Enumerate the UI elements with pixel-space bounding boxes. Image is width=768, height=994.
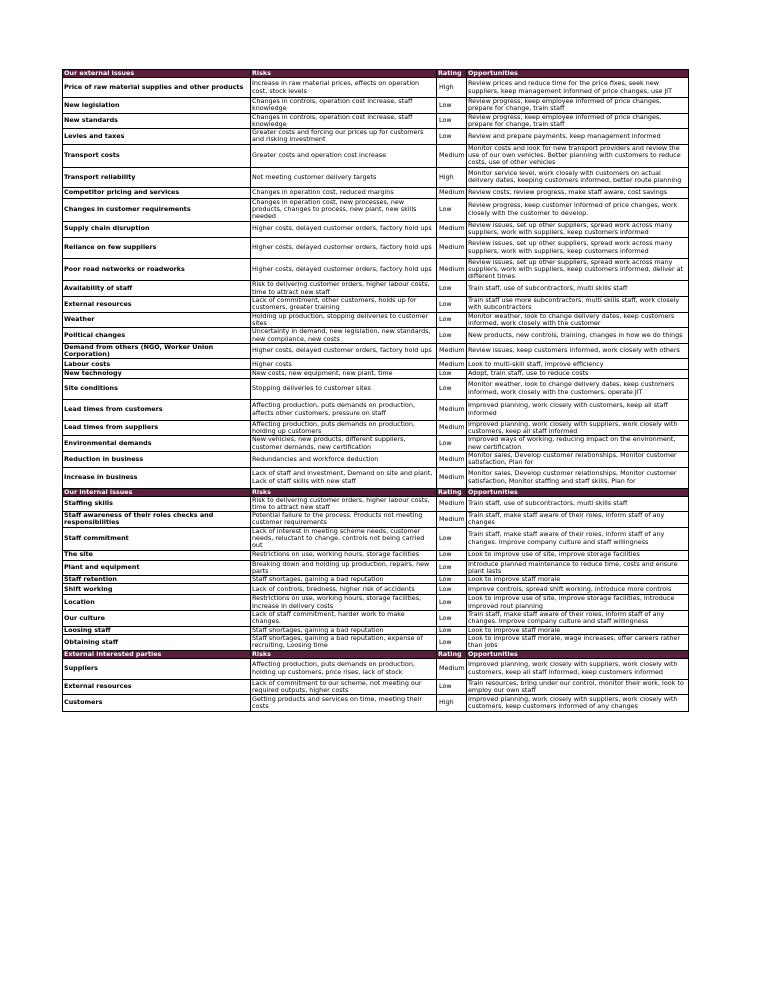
rating-cell: Low <box>437 113 467 129</box>
table-row <box>63 496 689 512</box>
risk-cell: Changes in operation cost, new processes, new products, changes to process, new plant, new skills needed <box>251 198 437 221</box>
opportunity-cell: Train staff, make staff aware of their roles, inform staff of any changes. Improve company culture and staff willingness <box>467 527 689 550</box>
issue-cell: Staffing skills <box>63 496 251 512</box>
table-row <box>63 679 689 695</box>
rating-cell: Medium <box>437 451 467 467</box>
risk-cell: Staff shortages, gaining a bad reputation <box>251 576 437 584</box>
opportunity-cell: New products, new controls, training, changes in how we do things <box>467 328 689 344</box>
table-row <box>63 451 689 467</box>
rating-cell: Medium <box>437 258 467 281</box>
section-header <box>63 488 689 496</box>
risk-cell: Restrictions on use, working hours, storage facilities, Increase in delivery costs <box>251 595 437 611</box>
opportunity-cell: Review issues, keep customers informed, work closely with others <box>467 343 689 359</box>
risk-cell: Affecting production, puts demands on production, affects other customers, pressure on staff <box>251 399 437 420</box>
table-row <box>63 144 689 167</box>
rating-cell: Medium <box>437 144 467 167</box>
issue-cell: Changes in customer requirements <box>63 198 251 221</box>
issue-cell: Our culture <box>63 611 251 627</box>
table-row <box>63 370 689 378</box>
issue-cell: Reliance on few suppliers <box>63 237 251 258</box>
risk-cell: Potential failure to the process. Products not meeting customer requirements <box>251 512 437 528</box>
table-row <box>63 98 689 114</box>
table-row <box>63 576 689 584</box>
issue-cell: Transport costs <box>63 144 251 167</box>
rating-cell: Medium <box>437 658 467 679</box>
header-issue: Our internal issues <box>63 488 251 496</box>
issue-cell: Transport reliability <box>63 167 251 187</box>
table-row <box>63 584 689 595</box>
rating-cell: Medium <box>437 496 467 512</box>
risk-cell: Affecting production, puts demands on production, holding up customers, price rises, lack of stock <box>251 658 437 679</box>
rating-cell: Low <box>437 297 467 313</box>
opportunity-cell: Review prices and reduce time for the price fixes, seek new suppliers, keep management informed of price changes, use JIT <box>467 78 689 98</box>
issue-cell: Poor road networks or roadworks <box>63 258 251 281</box>
opportunity-cell: Review progress, keep employee informed of price changes, prepare for change, train staff <box>467 113 689 129</box>
risk-cell: Risk to delivering customer orders, higher labour costs, time to attract new staff <box>251 496 437 512</box>
risk-cell: Getting products and services on time, meeting their costs <box>251 695 437 712</box>
issue-cell: Shift working <box>63 584 251 595</box>
rating-cell: Medium <box>437 359 467 370</box>
table-row <box>63 221 689 237</box>
risk-cell: Greater costs and operation cost increase <box>251 144 437 167</box>
risk-cell: New vehicles, new products, different suppliers, customer demands, new certification <box>251 436 437 452</box>
risk-cell: Stopping deliveries to customer sites <box>251 378 437 399</box>
risk-cell: Lack of staff and investment, Demand on site and plant, Lack of staff skills with new staff <box>251 467 437 488</box>
risk-cell: New costs, new equipment, new plant, time <box>251 370 437 378</box>
table-row <box>63 237 689 258</box>
opportunity-cell: Improve controls, spread shift working, introduce more controls <box>467 584 689 595</box>
table-row <box>63 626 689 634</box>
issue-cell: Obtaining staff <box>63 634 251 650</box>
table-row <box>63 78 689 98</box>
rating-cell: Low <box>437 378 467 399</box>
header-rating: Rating <box>437 650 467 658</box>
header-risk: Risks <box>251 488 437 496</box>
issue-cell: Site conditions <box>63 378 251 399</box>
rating-cell: Low <box>437 576 467 584</box>
opportunity-cell: Review costs, review progress, make staff aware, cost savings <box>467 187 689 198</box>
opportunity-cell: Review issues, set up other suppliers, spread work across many suppliers, work with suppliers, keep customers informed, deliver at different times <box>467 258 689 281</box>
issue-cell: Reduction in business <box>63 451 251 467</box>
opportunity-cell: Train staff, make staff aware of their roles, inform staff of any changes <box>467 512 689 528</box>
table-row <box>63 550 689 560</box>
opportunity-cell: Review progress, keep employee informed of price changes, prepare for change, train staff <box>467 98 689 114</box>
risk-register-sheet <box>62 69 688 712</box>
risk-cell: Restrictions on use, working hours, storage facilities <box>251 550 437 560</box>
issue-cell: Staff commitment <box>63 527 251 550</box>
table-row <box>63 634 689 650</box>
table-row <box>63 328 689 344</box>
table-row <box>63 359 689 370</box>
risk-cell: Increase in raw material prices, effects on operation cost, stock levels <box>251 78 437 98</box>
opportunity-cell: Improved planning, work closely with suppliers, work closely with customers, keep all staff informed <box>467 420 689 436</box>
opportunity-cell: Look to improve staff morale, wage increases, offer careers rather than jobs <box>467 634 689 650</box>
opportunity-cell: Train staff, use of subcontractors, multi skills staff <box>467 496 689 512</box>
risk-cell: Greater costs and forcing our prices up for customers and risking investment <box>251 129 437 145</box>
risk-cell: Higher costs, delayed customer orders, factory hold ups <box>251 221 437 237</box>
rating-cell: Low <box>437 98 467 114</box>
rating-cell: Medium <box>437 512 467 528</box>
opportunity-cell: Monitor sales, Develop customer relationships, Monitor customer satisfaction, Plan for <box>467 451 689 467</box>
header-opportunity: Opportunities <box>467 70 689 78</box>
issue-cell: Price of raw material supplies and other products <box>63 78 251 98</box>
table-row <box>63 527 689 550</box>
rating-cell: Low <box>437 679 467 695</box>
issue-cell: Staff retention <box>63 576 251 584</box>
table-row <box>63 258 689 281</box>
rating-cell: Low <box>437 595 467 611</box>
risk-cell: Higher costs, delayed customer orders, factory hold ups <box>251 343 437 359</box>
opportunity-cell: Train resources, bring under our control, monitor their work, look to employ our own staff <box>467 679 689 695</box>
opportunity-cell: Look to improve staff morale <box>467 626 689 634</box>
risk-cell: Changes in controls, operation cost increase, staff knowledge <box>251 98 437 114</box>
risk-cell: Lack of interest in meeting scheme needs, customer needs, reluctant to change, controls not being carried out <box>251 527 437 550</box>
table-row <box>63 595 689 611</box>
table-row <box>63 611 689 627</box>
issue-cell: Lead times from customers <box>63 399 251 420</box>
table-row <box>63 512 689 528</box>
issue-cell: Labour costs <box>63 359 251 370</box>
header-risk: Risks <box>251 70 437 78</box>
risk-cell: Risk to delivering customer orders, higher labour costs, time to attract new staff <box>251 281 437 297</box>
rating-cell: Medium <box>437 399 467 420</box>
table-row <box>63 399 689 420</box>
header-issue: Our external issues <box>63 70 251 78</box>
rating-cell: Medium <box>437 221 467 237</box>
table-row <box>63 420 689 436</box>
rating-cell: High <box>437 78 467 98</box>
table-row <box>63 343 689 359</box>
table-row <box>63 187 689 198</box>
risk-cell: Higher costs, delayed customer orders, factory hold ups <box>251 237 437 258</box>
opportunity-cell: Review progress, keep customer informed of price changes, work closely with the customer to develop. <box>467 198 689 221</box>
rating-cell: Medium <box>437 343 467 359</box>
opportunity-cell: Adopt, train staff, use to reduce costs <box>467 370 689 378</box>
issue-cell: Supply chain disruption <box>63 221 251 237</box>
header-rating: Rating <box>437 488 467 496</box>
rating-cell: Low <box>437 527 467 550</box>
issue-cell: New legislation <box>63 98 251 114</box>
header-risk: Risks <box>251 650 437 658</box>
rating-cell: Low <box>437 560 467 576</box>
opportunity-cell: Improved planning, work closely with suppliers, work closely with customers, keep customers informed of any changes <box>467 695 689 712</box>
issue-cell: Customers <box>63 695 251 712</box>
issue-cell: Suppliers <box>63 658 251 679</box>
issue-cell: External resources <box>63 679 251 695</box>
opportunity-cell: Monitor weather, look to change delivery dates, keep customers informed, work closely with the customer <box>467 312 689 328</box>
rating-cell: Low <box>437 312 467 328</box>
table-row <box>63 436 689 452</box>
rating-cell: Low <box>437 611 467 627</box>
issue-cell: Staff awareness of their roles checks and responsibilities <box>63 512 251 528</box>
opportunity-cell: Improved planning, work closely with customers, keep all staff informed <box>467 399 689 420</box>
opportunity-cell: Improved ways of working, reducing impact on the environment, new certification <box>467 436 689 452</box>
opportunity-cell: Look to improve use of site, improve storage facilities, Introduce improved rout planning <box>467 595 689 611</box>
opportunity-cell: Train staff, use of subcontractors, multi skills staff <box>467 281 689 297</box>
header-opportunity: Opportunities <box>467 650 689 658</box>
opportunity-cell: Monitor costs and look for new transport providers and review the use of our own vehicles. Better planning with customers to reduce costs, use of other vehicles <box>467 144 689 167</box>
rating-cell: Low <box>437 129 467 145</box>
risk-cell: Changes in controls, operation cost increase, staff knowledge <box>251 113 437 129</box>
issue-cell: Plant and equipment <box>63 560 251 576</box>
issue-cell: Demand from others (NGO, Worker Union Corporation) <box>63 343 251 359</box>
opportunity-cell: Look to multi-skill staff, improve efficiency <box>467 359 689 370</box>
table-row <box>63 658 689 679</box>
opportunity-cell: Look to improve use of site, improve storage facilities <box>467 550 689 560</box>
issue-cell: Loosing staff <box>63 626 251 634</box>
table-row <box>63 695 689 712</box>
rating-cell: Medium <box>437 420 467 436</box>
risk-cell: Staff shortages, gaining a bad reputation <box>251 626 437 634</box>
table-row <box>63 312 689 328</box>
issue-cell: Weather <box>63 312 251 328</box>
risk-cell: Higher costs, delayed customer orders, factory hold ups <box>251 258 437 281</box>
opportunity-cell: Train staff use more subcontractors, multi skills staff, work closely with subcontractors <box>467 297 689 313</box>
rating-cell: High <box>437 695 467 712</box>
risk-cell: Affecting production, puts demands on production, holding up customers <box>251 420 437 436</box>
risk-cell: Uncertainty in demand, new legislation, new standards, new compliance, new costs <box>251 328 437 344</box>
issue-cell: New standards <box>63 113 251 129</box>
rating-cell: Low <box>437 634 467 650</box>
header-rating: Rating <box>437 70 467 78</box>
opportunity-cell: Train staff, make staff aware of their roles, inform staff of any changes. Improve company culture and staff willingness <box>467 611 689 627</box>
risk-cell: Redundancies and workforce deduction <box>251 451 437 467</box>
issue-cell: Lead times from suppliers <box>63 420 251 436</box>
opportunity-cell: Review issues, set up other suppliers, spread work across many suppliers, work with suppliers, keep customers informed <box>467 221 689 237</box>
table-row <box>63 198 689 221</box>
risk-cell: Changes in operation cost, reduced margins <box>251 187 437 198</box>
issue-cell: New technology <box>63 370 251 378</box>
rating-cell: Low <box>437 436 467 452</box>
opportunity-cell: Monitor weather, look to change delivery dates, keep customers informed, work closely with the customers, operate JIT <box>467 378 689 399</box>
rating-cell: Low <box>437 550 467 560</box>
issue-cell: The site <box>63 550 251 560</box>
opportunity-cell: Improved planning, work closely with suppliers, work closely with customers, keep all staff informed, keep customers informed <box>467 658 689 679</box>
risk-cell: Lack of commitment to our scheme, not meeting our required outputs, higher costs <box>251 679 437 695</box>
risk-table-body <box>63 70 689 712</box>
table-row <box>63 467 689 488</box>
risk-cell: Lack of commitment, other customers, holds up for customers, greater training <box>251 297 437 313</box>
risk-cell: Higher costs <box>251 359 437 370</box>
rating-cell: Low <box>437 584 467 595</box>
rating-cell: Low <box>437 198 467 221</box>
header-issue: External interested parties <box>63 650 251 658</box>
opportunity-cell: Review and prepare payments, keep management informed <box>467 129 689 145</box>
rating-cell: Medium <box>437 187 467 198</box>
table-row <box>63 281 689 297</box>
rating-cell: Low <box>437 626 467 634</box>
opportunity-cell: Monitor sales, Develop customer relationships, Monitor customer satisfaction, Monitor staffing and staff skills, Plan for <box>467 467 689 488</box>
risk-cell: Not meeting customer delivery targets <box>251 167 437 187</box>
issue-cell: External resources <box>63 297 251 313</box>
risk-cell: Staff shortages, gaining a bad reputation, expense of recruiting, Loosing time <box>251 634 437 650</box>
table-row <box>63 113 689 129</box>
issue-cell: Increase in business <box>63 467 251 488</box>
opportunity-cell: Introduce planned maintenance to reduce time, costs and ensure plant lasts <box>467 560 689 576</box>
issue-cell: Availability of staff <box>63 281 251 297</box>
rating-cell: Low <box>437 328 467 344</box>
table-row <box>63 129 689 145</box>
issue-cell: Levies and taxes <box>63 129 251 145</box>
issue-cell: Political changes <box>63 328 251 344</box>
table-row <box>63 297 689 313</box>
rating-cell: High <box>437 167 467 187</box>
opportunity-cell: Review issues, set up other suppliers, spread work across many suppliers, work with suppliers, keep customers informed <box>467 237 689 258</box>
risk-cell: Lack of controls, tiredness, higher risk of accidents <box>251 584 437 595</box>
header-opportunity: Opportunities <box>467 488 689 496</box>
risk-cell: Breaking down and holding up production, repairs, new parts <box>251 560 437 576</box>
risk-cell: Holding up production, stopping deliveries to customer sites <box>251 312 437 328</box>
section-header <box>63 70 689 78</box>
rating-cell: Low <box>437 281 467 297</box>
table-row <box>63 560 689 576</box>
opportunity-cell: Monitor service level, work closely with customers on actual delivery dates, keeping customers informed, better route planning <box>467 167 689 187</box>
rating-cell: Medium <box>437 467 467 488</box>
risk-cell: Lack of staff commitment, harder work to make changes. <box>251 611 437 627</box>
table-row <box>63 167 689 187</box>
issue-cell: Environmental demands <box>63 436 251 452</box>
rating-cell: Medium <box>437 237 467 258</box>
rating-cell: Low <box>437 370 467 378</box>
issue-cell: Location <box>63 595 251 611</box>
risk-table <box>62 69 689 712</box>
section-header <box>63 650 689 658</box>
table-row <box>63 378 689 399</box>
opportunity-cell: Look to improve staff morale <box>467 576 689 584</box>
issue-cell: Competitor pricing and services <box>63 187 251 198</box>
